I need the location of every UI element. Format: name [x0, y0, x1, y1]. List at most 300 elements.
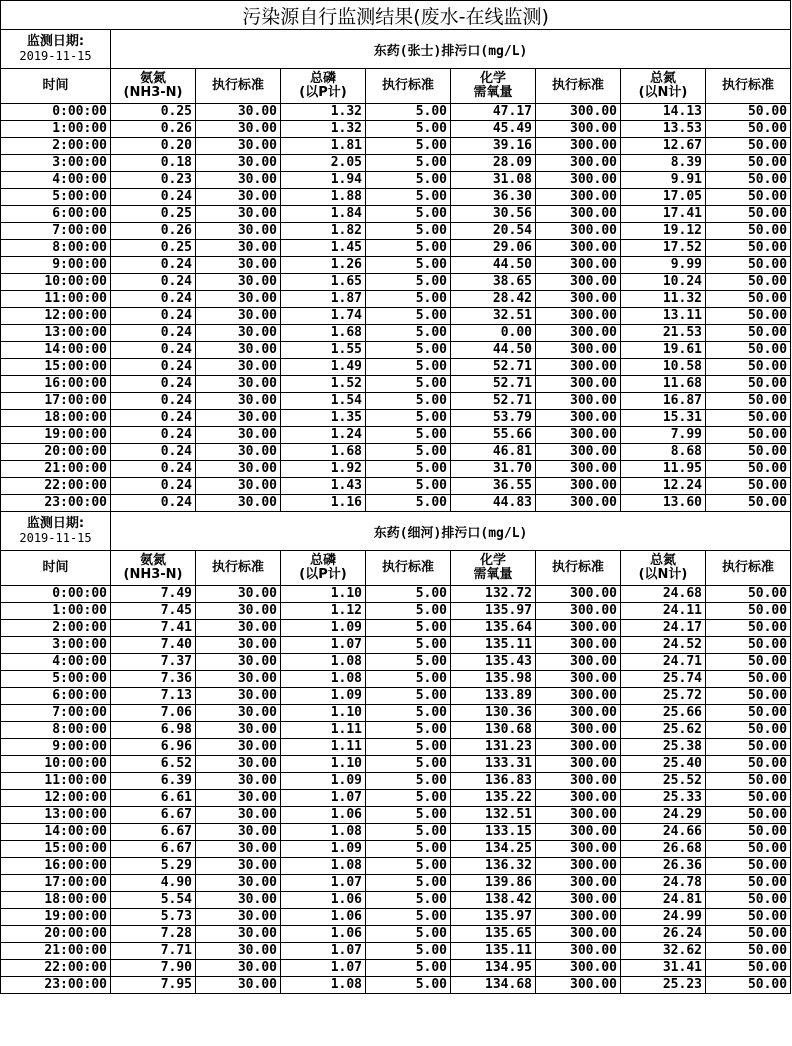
value-cell: 50.00	[706, 654, 791, 671]
value-cell: 7.71	[111, 943, 196, 960]
value-cell: 5.00	[366, 654, 451, 671]
value-cell: 1.10	[281, 705, 366, 722]
column-header	[366, 551, 451, 586]
value-cell: 30.00	[196, 427, 281, 444]
value-cell: 50.00	[706, 688, 791, 705]
value-cell: 12.24	[621, 478, 706, 495]
value-cell: 1.07	[281, 875, 366, 892]
table-row	[1, 688, 791, 705]
value-cell: 7.28	[111, 926, 196, 943]
value-cell: 50.00	[706, 926, 791, 943]
value-cell: 50.00	[706, 603, 791, 620]
table-row	[1, 121, 791, 138]
time-cell: 1:00:00	[1, 603, 111, 620]
table-row	[1, 807, 791, 824]
value-cell: 5.00	[366, 240, 451, 257]
value-cell: 136.83	[451, 773, 536, 790]
value-cell: 28.09	[451, 155, 536, 172]
column-header	[111, 551, 196, 586]
value-cell: 16.87	[621, 393, 706, 410]
value-cell: 135.97	[451, 909, 536, 926]
table-row	[1, 960, 791, 977]
value-cell: 38.65	[451, 274, 536, 291]
time-cell: 0:00:00	[1, 586, 111, 603]
table-row	[1, 410, 791, 427]
time-cell: 7:00:00	[1, 705, 111, 722]
value-cell: 30.00	[196, 909, 281, 926]
value-cell: 135.11	[451, 943, 536, 960]
table-row	[1, 138, 791, 155]
value-cell: 300.00	[536, 308, 621, 325]
value-cell: 5.00	[366, 977, 451, 994]
value-cell: 5.00	[366, 206, 451, 223]
table-row	[1, 274, 791, 291]
column-header-line1: 总磷	[309, 553, 336, 568]
value-cell: 50.00	[706, 756, 791, 773]
value-cell: 0.23	[111, 172, 196, 189]
value-cell: 5.00	[366, 461, 451, 478]
value-cell: 5.00	[366, 960, 451, 977]
value-cell: 0.24	[111, 410, 196, 427]
table-row	[1, 926, 791, 943]
value-cell: 5.00	[366, 858, 451, 875]
column-header-line2: (NH3-N)	[123, 567, 183, 582]
monitoring-date-value: 2019-11-15	[19, 531, 92, 545]
value-cell: 0.25	[111, 206, 196, 223]
time-cell: 5:00:00	[1, 671, 111, 688]
value-cell: 50.00	[706, 943, 791, 960]
value-cell: 1.74	[281, 308, 366, 325]
table-row	[1, 104, 791, 121]
value-cell: 1.09	[281, 688, 366, 705]
column-header-line1: 时间	[42, 78, 69, 93]
value-cell: 30.00	[196, 739, 281, 756]
value-cell: 50.00	[706, 410, 791, 427]
value-cell: 50.00	[706, 722, 791, 739]
time-cell: 20:00:00	[1, 926, 111, 943]
time-cell: 15:00:00	[1, 841, 111, 858]
value-cell: 1.35	[281, 410, 366, 427]
value-cell: 30.00	[196, 671, 281, 688]
time-cell: 13:00:00	[1, 325, 111, 342]
value-cell: 1.65	[281, 274, 366, 291]
value-cell: 50.00	[706, 427, 791, 444]
value-cell: 300.00	[536, 427, 621, 444]
value-cell: 0.24	[111, 342, 196, 359]
value-cell: 135.22	[451, 790, 536, 807]
table-row	[1, 909, 791, 926]
value-cell: 300.00	[536, 257, 621, 274]
table-row	[1, 325, 791, 342]
value-cell: 36.30	[451, 189, 536, 206]
time-cell: 17:00:00	[1, 875, 111, 892]
value-cell: 25.62	[621, 722, 706, 739]
table-row	[1, 739, 791, 756]
value-cell: 30.56	[451, 206, 536, 223]
column-header-line1: 化学	[479, 553, 506, 568]
value-cell: 5.00	[366, 773, 451, 790]
value-cell: 50.00	[706, 121, 791, 138]
table-row	[1, 875, 791, 892]
value-cell: 30.00	[196, 705, 281, 722]
time-cell: 13:00:00	[1, 807, 111, 824]
value-cell: 133.31	[451, 756, 536, 773]
value-cell: 5.00	[366, 926, 451, 943]
value-cell: 0.24	[111, 291, 196, 308]
value-cell: 1.07	[281, 790, 366, 807]
value-cell: 300.00	[536, 410, 621, 427]
value-cell: 300.00	[536, 495, 621, 512]
table-row	[1, 189, 791, 206]
table-row	[1, 291, 791, 308]
value-cell: 1.11	[281, 722, 366, 739]
value-cell: 50.00	[706, 308, 791, 325]
value-cell: 52.71	[451, 393, 536, 410]
value-cell: 30.00	[196, 756, 281, 773]
table-row	[1, 444, 791, 461]
value-cell: 25.33	[621, 790, 706, 807]
monitoring-date-value: 2019-11-15	[19, 49, 92, 63]
value-cell: 12.67	[621, 138, 706, 155]
value-cell: 10.58	[621, 359, 706, 376]
value-cell: 30.00	[196, 926, 281, 943]
value-cell: 7.99	[621, 427, 706, 444]
table-row	[1, 858, 791, 875]
value-cell: 6.39	[111, 773, 196, 790]
value-cell: 29.06	[451, 240, 536, 257]
value-cell: 7.95	[111, 977, 196, 994]
value-cell: 1.06	[281, 909, 366, 926]
table-row	[1, 478, 791, 495]
column-header-line1: 执行标准	[722, 78, 775, 93]
time-cell: 21:00:00	[1, 943, 111, 960]
time-cell: 17:00:00	[1, 393, 111, 410]
value-cell: 30.00	[196, 858, 281, 875]
value-cell: 0.24	[111, 359, 196, 376]
column-header-line2: 需氧量	[473, 85, 513, 100]
value-cell: 50.00	[706, 206, 791, 223]
value-cell: 1.45	[281, 240, 366, 257]
table-row	[1, 342, 791, 359]
value-cell: 300.00	[536, 478, 621, 495]
value-cell: 30.00	[196, 189, 281, 206]
value-cell: 0.24	[111, 308, 196, 325]
value-cell: 8.39	[621, 155, 706, 172]
table-row	[1, 223, 791, 240]
value-cell: 13.60	[621, 495, 706, 512]
value-cell: 5.00	[366, 495, 451, 512]
value-cell: 5.00	[366, 756, 451, 773]
value-cell: 30.00	[196, 274, 281, 291]
value-cell: 50.00	[706, 495, 791, 512]
value-cell: 6.61	[111, 790, 196, 807]
column-header-line1: 化学	[479, 71, 506, 86]
time-cell: 21:00:00	[1, 461, 111, 478]
value-cell: 17.41	[621, 206, 706, 223]
value-cell: 50.00	[706, 393, 791, 410]
value-cell: 30.00	[196, 586, 281, 603]
value-cell: 19.12	[621, 223, 706, 240]
column-header	[366, 69, 451, 104]
value-cell: 130.36	[451, 705, 536, 722]
value-cell: 6.67	[111, 807, 196, 824]
column-header-line1: 执行标准	[211, 78, 264, 93]
value-cell: 50.00	[706, 325, 791, 342]
time-cell: 8:00:00	[1, 240, 111, 257]
column-header-line2: 需氧量	[473, 567, 513, 582]
time-cell: 3:00:00	[1, 637, 111, 654]
table-row	[1, 620, 791, 637]
value-cell: 135.97	[451, 603, 536, 620]
value-cell: 1.08	[281, 671, 366, 688]
value-cell: 24.11	[621, 603, 706, 620]
value-cell: 300.00	[536, 121, 621, 138]
value-cell: 50.00	[706, 376, 791, 393]
value-cell: 1.10	[281, 756, 366, 773]
column-header-line1: 执行标准	[551, 560, 604, 575]
value-cell: 0.18	[111, 155, 196, 172]
value-cell: 1.24	[281, 427, 366, 444]
column-header-line1: 氨氮	[139, 71, 166, 86]
table-row	[1, 654, 791, 671]
value-cell: 30.00	[196, 977, 281, 994]
value-cell: 132.72	[451, 586, 536, 603]
time-cell: 19:00:00	[1, 909, 111, 926]
value-cell: 8.68	[621, 444, 706, 461]
time-cell: 10:00:00	[1, 756, 111, 773]
value-cell: 50.00	[706, 444, 791, 461]
column-header	[451, 551, 536, 586]
column-header	[196, 69, 281, 104]
value-cell: 24.52	[621, 637, 706, 654]
column-header-line1: 执行标准	[381, 78, 434, 93]
value-cell: 0.25	[111, 104, 196, 121]
value-cell: 7.37	[111, 654, 196, 671]
value-cell: 1.06	[281, 926, 366, 943]
value-cell: 11.32	[621, 291, 706, 308]
table-row	[1, 977, 791, 994]
value-cell: 50.00	[706, 478, 791, 495]
value-cell: 300.00	[536, 637, 621, 654]
column-header	[1, 69, 111, 104]
table-row	[1, 206, 791, 223]
value-cell: 30.00	[196, 722, 281, 739]
table-row	[1, 308, 791, 325]
value-cell: 30.00	[196, 393, 281, 410]
value-cell: 5.00	[366, 359, 451, 376]
value-cell: 300.00	[536, 756, 621, 773]
value-cell: 300.00	[536, 393, 621, 410]
value-cell: 21.53	[621, 325, 706, 342]
value-cell: 0.26	[111, 121, 196, 138]
value-cell: 139.86	[451, 875, 536, 892]
value-cell: 15.31	[621, 410, 706, 427]
value-cell: 30.00	[196, 960, 281, 977]
column-header	[621, 69, 706, 104]
value-cell: 32.51	[451, 308, 536, 325]
value-cell: 0.20	[111, 138, 196, 155]
value-cell: 133.15	[451, 824, 536, 841]
value-cell: 5.00	[366, 807, 451, 824]
value-cell: 50.00	[706, 773, 791, 790]
value-cell: 50.00	[706, 909, 791, 926]
value-cell: 1.08	[281, 654, 366, 671]
time-cell: 18:00:00	[1, 892, 111, 909]
value-cell: 50.00	[706, 461, 791, 478]
time-cell: 2:00:00	[1, 620, 111, 637]
value-cell: 20.54	[451, 223, 536, 240]
value-cell: 1.06	[281, 807, 366, 824]
value-cell: 136.32	[451, 858, 536, 875]
column-header	[1, 551, 111, 586]
value-cell: 30.00	[196, 841, 281, 858]
column-header	[451, 69, 536, 104]
value-cell: 6.67	[111, 841, 196, 858]
time-cell: 18:00:00	[1, 410, 111, 427]
value-cell: 5.00	[366, 722, 451, 739]
value-cell: 300.00	[536, 206, 621, 223]
value-cell: 1.84	[281, 206, 366, 223]
value-cell: 5.00	[366, 427, 451, 444]
value-cell: 0.26	[111, 223, 196, 240]
value-cell: 1.07	[281, 943, 366, 960]
time-cell: 8:00:00	[1, 722, 111, 739]
value-cell: 5.00	[366, 325, 451, 342]
value-cell: 5.00	[366, 410, 451, 427]
value-cell: 300.00	[536, 807, 621, 824]
column-header	[536, 69, 621, 104]
value-cell: 5.00	[366, 223, 451, 240]
value-cell: 130.68	[451, 722, 536, 739]
value-cell: 30.00	[196, 688, 281, 705]
value-cell: 5.00	[366, 671, 451, 688]
value-cell: 30.00	[196, 359, 281, 376]
value-cell: 5.00	[366, 189, 451, 206]
value-cell: 300.00	[536, 376, 621, 393]
value-cell: 30.00	[196, 461, 281, 478]
value-cell: 1.32	[281, 104, 366, 121]
value-cell: 300.00	[536, 654, 621, 671]
column-header	[706, 69, 791, 104]
value-cell: 24.17	[621, 620, 706, 637]
value-cell: 7.40	[111, 637, 196, 654]
value-cell: 50.00	[706, 637, 791, 654]
value-cell: 300.00	[536, 155, 621, 172]
outlet-name: 东药(细河)排污口(mg/L)	[111, 512, 791, 551]
column-header	[621, 551, 706, 586]
value-cell: 300.00	[536, 892, 621, 909]
value-cell: 300.00	[536, 104, 621, 121]
value-cell: 7.49	[111, 586, 196, 603]
table-row	[1, 240, 791, 257]
value-cell: 300.00	[536, 671, 621, 688]
value-cell: 7.41	[111, 620, 196, 637]
value-cell: 50.00	[706, 586, 791, 603]
value-cell: 5.73	[111, 909, 196, 926]
value-cell: 5.00	[366, 637, 451, 654]
table-row	[1, 376, 791, 393]
value-cell: 5.00	[366, 943, 451, 960]
value-cell: 30.00	[196, 495, 281, 512]
value-cell: 1.08	[281, 858, 366, 875]
value-cell: 300.00	[536, 943, 621, 960]
value-cell: 300.00	[536, 705, 621, 722]
time-cell: 5:00:00	[1, 189, 111, 206]
value-cell: 133.89	[451, 688, 536, 705]
column-header-line1: 时间	[42, 560, 69, 575]
value-cell: 30.00	[196, 240, 281, 257]
monitoring-date-cell	[1, 30, 111, 69]
value-cell: 300.00	[536, 858, 621, 875]
time-cell: 12:00:00	[1, 308, 111, 325]
section-info-row	[1, 512, 791, 551]
value-cell: 300.00	[536, 977, 621, 994]
column-header	[536, 551, 621, 586]
value-cell: 1.09	[281, 620, 366, 637]
value-cell: 5.00	[366, 376, 451, 393]
value-cell: 50.00	[706, 705, 791, 722]
value-cell: 44.50	[451, 257, 536, 274]
value-cell: 300.00	[536, 688, 621, 705]
value-cell: 30.00	[196, 444, 281, 461]
value-cell: 28.42	[451, 291, 536, 308]
column-header-line2: (以P计)	[299, 567, 347, 582]
value-cell: 1.08	[281, 977, 366, 994]
time-cell: 6:00:00	[1, 688, 111, 705]
value-cell: 134.68	[451, 977, 536, 994]
value-cell: 11.68	[621, 376, 706, 393]
value-cell: 24.99	[621, 909, 706, 926]
value-cell: 26.68	[621, 841, 706, 858]
report-title: 污染源自行监测结果(废水-在线监测)	[1, 1, 791, 30]
value-cell: 300.00	[536, 603, 621, 620]
value-cell: 300.00	[536, 909, 621, 926]
time-cell: 10:00:00	[1, 274, 111, 291]
value-cell: 36.55	[451, 478, 536, 495]
value-cell: 30.00	[196, 410, 281, 427]
value-cell: 44.50	[451, 342, 536, 359]
time-cell: 0:00:00	[1, 104, 111, 121]
value-cell: 50.00	[706, 257, 791, 274]
value-cell: 13.53	[621, 121, 706, 138]
value-cell: 1.88	[281, 189, 366, 206]
value-cell: 10.24	[621, 274, 706, 291]
value-cell: 300.00	[536, 342, 621, 359]
time-cell: 12:00:00	[1, 790, 111, 807]
value-cell: 30.00	[196, 637, 281, 654]
value-cell: 52.71	[451, 376, 536, 393]
value-cell: 300.00	[536, 926, 621, 943]
value-cell: 45.49	[451, 121, 536, 138]
value-cell: 24.66	[621, 824, 706, 841]
value-cell: 300.00	[536, 240, 621, 257]
column-header-line2: (以N计)	[638, 567, 688, 582]
column-header-line1: 执行标准	[551, 78, 604, 93]
value-cell: 1.10	[281, 586, 366, 603]
value-cell: 50.00	[706, 172, 791, 189]
value-cell: 5.00	[366, 121, 451, 138]
table-row	[1, 892, 791, 909]
column-header	[706, 551, 791, 586]
value-cell: 132.51	[451, 807, 536, 824]
time-cell: 4:00:00	[1, 172, 111, 189]
value-cell: 1.68	[281, 325, 366, 342]
value-cell: 31.70	[451, 461, 536, 478]
table-row	[1, 790, 791, 807]
value-cell: 24.68	[621, 586, 706, 603]
value-cell: 131.23	[451, 739, 536, 756]
time-cell: 15:00:00	[1, 359, 111, 376]
